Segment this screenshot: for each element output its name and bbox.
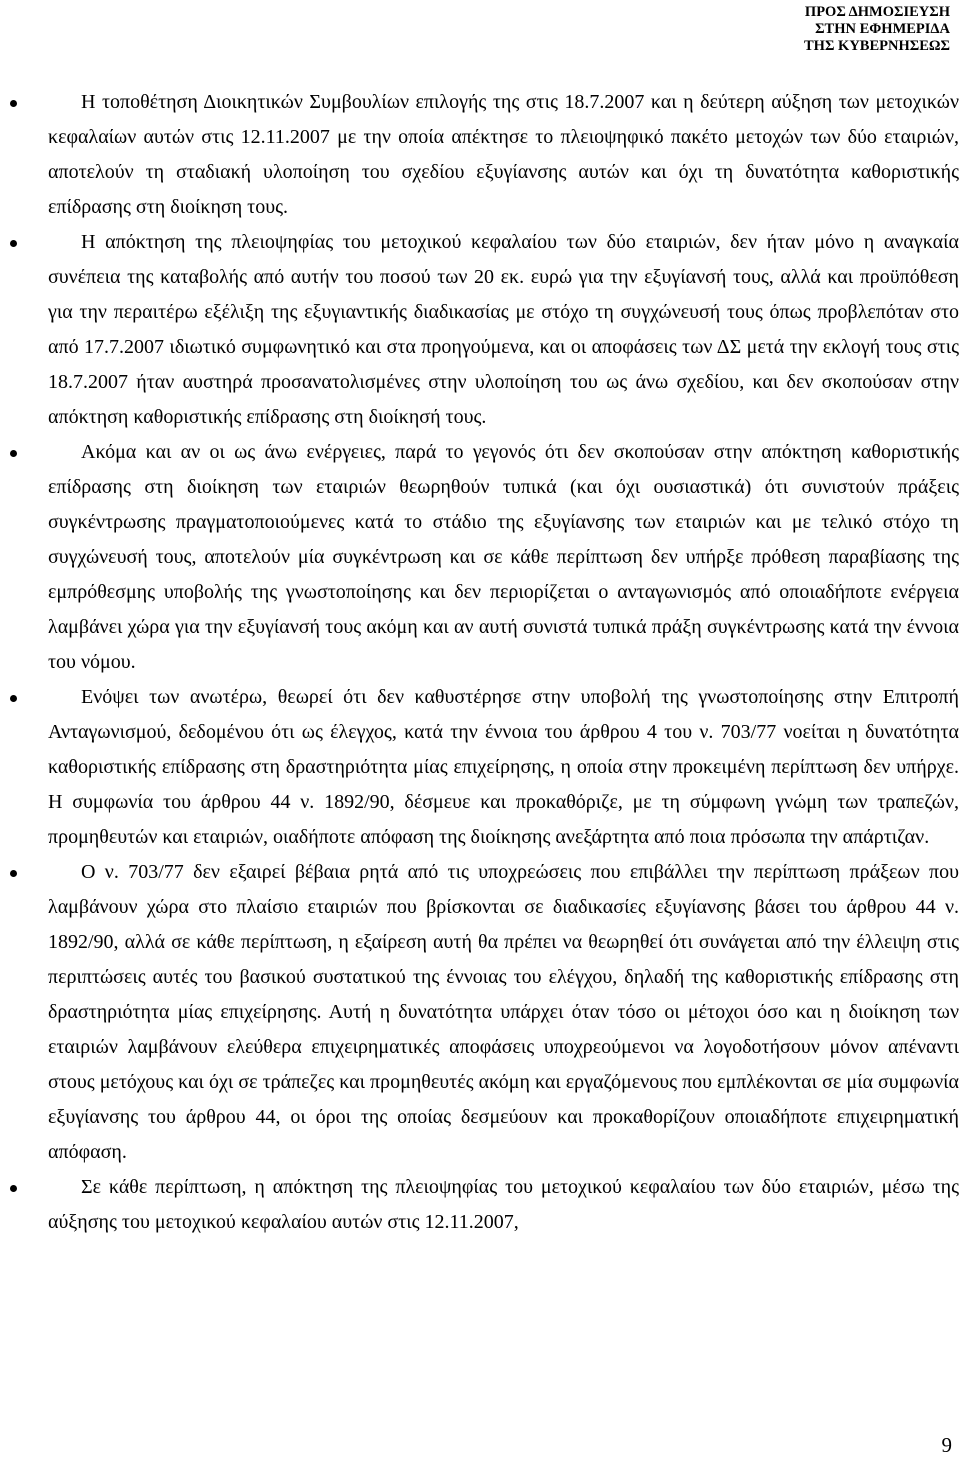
bullet-icon (10, 450, 17, 457)
paragraph-text: Ο ν. 703/77 δεν εξαιρεί βέβαια ρητά από τις υποχρεώσεις που επιβάλλει την περίπτωση πράξεων που λαμβάνουν χώρα στο πλαίσιο εταιριών που βρίσκονται σε διαδικασίες εξυγίανσης βάσει του άρθρου 44 ν. 1892/90, αλλά σε κάθε περίπτωση, η εξαίρεση αυτή θα πρέπει να θεωρηθεί ότι συνάγεται από την έλλειψη στις περιπτώσεις αυτές του βασικού συστατικού της έννοιας του ελέγχου, δηλαδή της καθοριστικής επίδρασης στη δραστηριότητα μίας επιχείρησης. Αυτή η δυνατότητα υπάρχει όταν τόσο οι μέτοχοι όσο και η διοίκηση των εταιριών λαμβάνουν ελεύθερα επιχειρηματικές αποφάσεις υποχρεούμενοι να λογοδοτήσουν μόνον απέναντι στους μετόχους και όχι σε τράπεζες και προμηθευτές ακόμη και εργαζόμενους που εμπλέκονται σε μία συμφωνία εξυγίανσης του άρθρου 44, οι όροι της οποίας δεσμεύουν και προκαθορίζουν οποιαδήποτε επιχειρηματική απόφαση. (48, 861, 959, 1163)
bullet-icon (10, 1185, 17, 1192)
paragraph-text: Ενόψει των ανωτέρω, θεωρεί ότι δεν καθυστέρησε στην υποβολή της γνωστοποίησης στην Επιτροπή Ανταγωνισμού, δεδομένου ότι ως έλεγχος, κατά την έννοια του άρθρου 4 του ν. 703/77 νοείται η δυνατότητα καθοριστικής επίδρασης στη δραστηριότητα μίας επιχείρησης, η οποία στην προκειμένη περίπτωση δεν υπήρχε. Η συμφωνία του άρθρου 44 ν. 1892/90, δέσμευε και προκαθόριζε, με τη σύμφωνη γνώμη των τραπεζών, προμηθευτών και εταιριών, οιαδήποτε απόφαση της διοίκησης ανεξάρτητα από ποια πρόσωπα την απάρτιζαν. (48, 686, 959, 848)
bullet-paragraph-6 (48, 1170, 959, 1240)
paragraph-text: Σε κάθε περίπτωση, η απόκτηση της πλειοψηφίας του μετοχικού κεφαλαίου των δύο εταιριών, μέσω της αύξησης του μετοχικού κεφαλαίου αυτών στις 12.11.2007, (48, 1176, 959, 1233)
publication-stamp (804, 4, 950, 55)
page-number: 9 (941, 1433, 952, 1457)
bullet-icon (10, 100, 17, 107)
stamp-line-1: ΠΡΟΣ ΔΗΜΟΣΙΕΥΣΗ (804, 4, 950, 20)
bullet-paragraph-5 (48, 855, 959, 1170)
bullet-paragraph-3 (48, 435, 959, 680)
paragraph-text: Η απόκτηση της πλειοψηφίας του μετοχικού κεφαλαίου των δύο εταιριών, δεν ήταν μόνο η αναγκαία συνέπεια της καταβολής από αυτήν του ποσού των 20 εκ. ευρώ για την εξυγίανσή τους, αλλά και προϋπόθεση για την περαιτέρω εξέλιξη της εξυγιαντικής διαδικασίας με στόχο τη συγχώνευσή τους όπως προβλεπόταν στο από 17.7.2007 ιδιωτικό συμφωνητικό και στα προηγούμενα, και οι αποφάσεις των ΔΣ μετά την εκλογή τους στις 18.7.2007 ήταν αυστηρά προσανατολισμένες στην υλοποίηση του ως άνω σχεδίου, και δεν σκοπούσαν στην απόκτηση καθοριστικής επίδρασης στη διοίκησή τους. (48, 231, 959, 428)
bullet-paragraph-4 (48, 680, 959, 855)
stamp-line-3: ΤΗΣ ΚΥΒΕΡΝΗΣΕΩΣ (804, 38, 950, 54)
paragraph-text: Ακόμα και αν οι ως άνω ενέργειες, παρά το γεγονός ότι δεν σκοπούσαν στην απόκτηση καθοριστικής επίδρασης στη διοίκηση των εταιριών θεωρηθούν τυπικά (και όχι ουσιαστικά) ότι συνιστούν πράξεις συγκέντρωσης πραγματοποιούμενες κατά το στάδιο της εξυγίανσης των εταιριών και με τελικό στόχο τη συγχώνευσή τους, αποτελούν μία συγκέντρωση και σε κάθε περίπτωση δεν υπήρξε πρόθεση παραβίασης της εμπρόθεσμης υποβολής της γνωστοποίησης και δεν περιορίζεται ο ανταγωνισμός από οποιαδήποτε ενέργεια λαμβάνει χώρα για την εξυγίανσή τους ακόμη και αν αυτή συνιστά τυπικά πράξη συγκέντρωσης κατά την έννοια του νόμου. (48, 441, 959, 673)
paragraph-text: Η τοποθέτηση Διοικητικών Συμβουλίων επιλογής της στις 18.7.2007 και η δεύτερη αύξηση των μετοχικών κεφαλαίων αυτών στις 12.11.2007 με την οποία απέκτησε το πλειοψηφικό πακέτο μετοχών των δύο εταιριών, αποτελούν τη σταδιακή υλοποίηση του σχεδίου εξυγίανσης αυτών και όχι τη δυνατότητα καθοριστικής επίδρασης στη διοίκηση τους. (48, 91, 959, 218)
document-body (48, 85, 959, 1240)
stamp-line-2: ΣΤΗΝ ΕΦΗΜΕΡΙΔΑ (815, 21, 950, 37)
bullet-icon (10, 240, 17, 247)
bullet-paragraph-2 (48, 225, 959, 435)
bullet-icon (10, 695, 17, 702)
bullet-paragraph-1 (48, 85, 959, 225)
bullet-icon (10, 870, 17, 877)
